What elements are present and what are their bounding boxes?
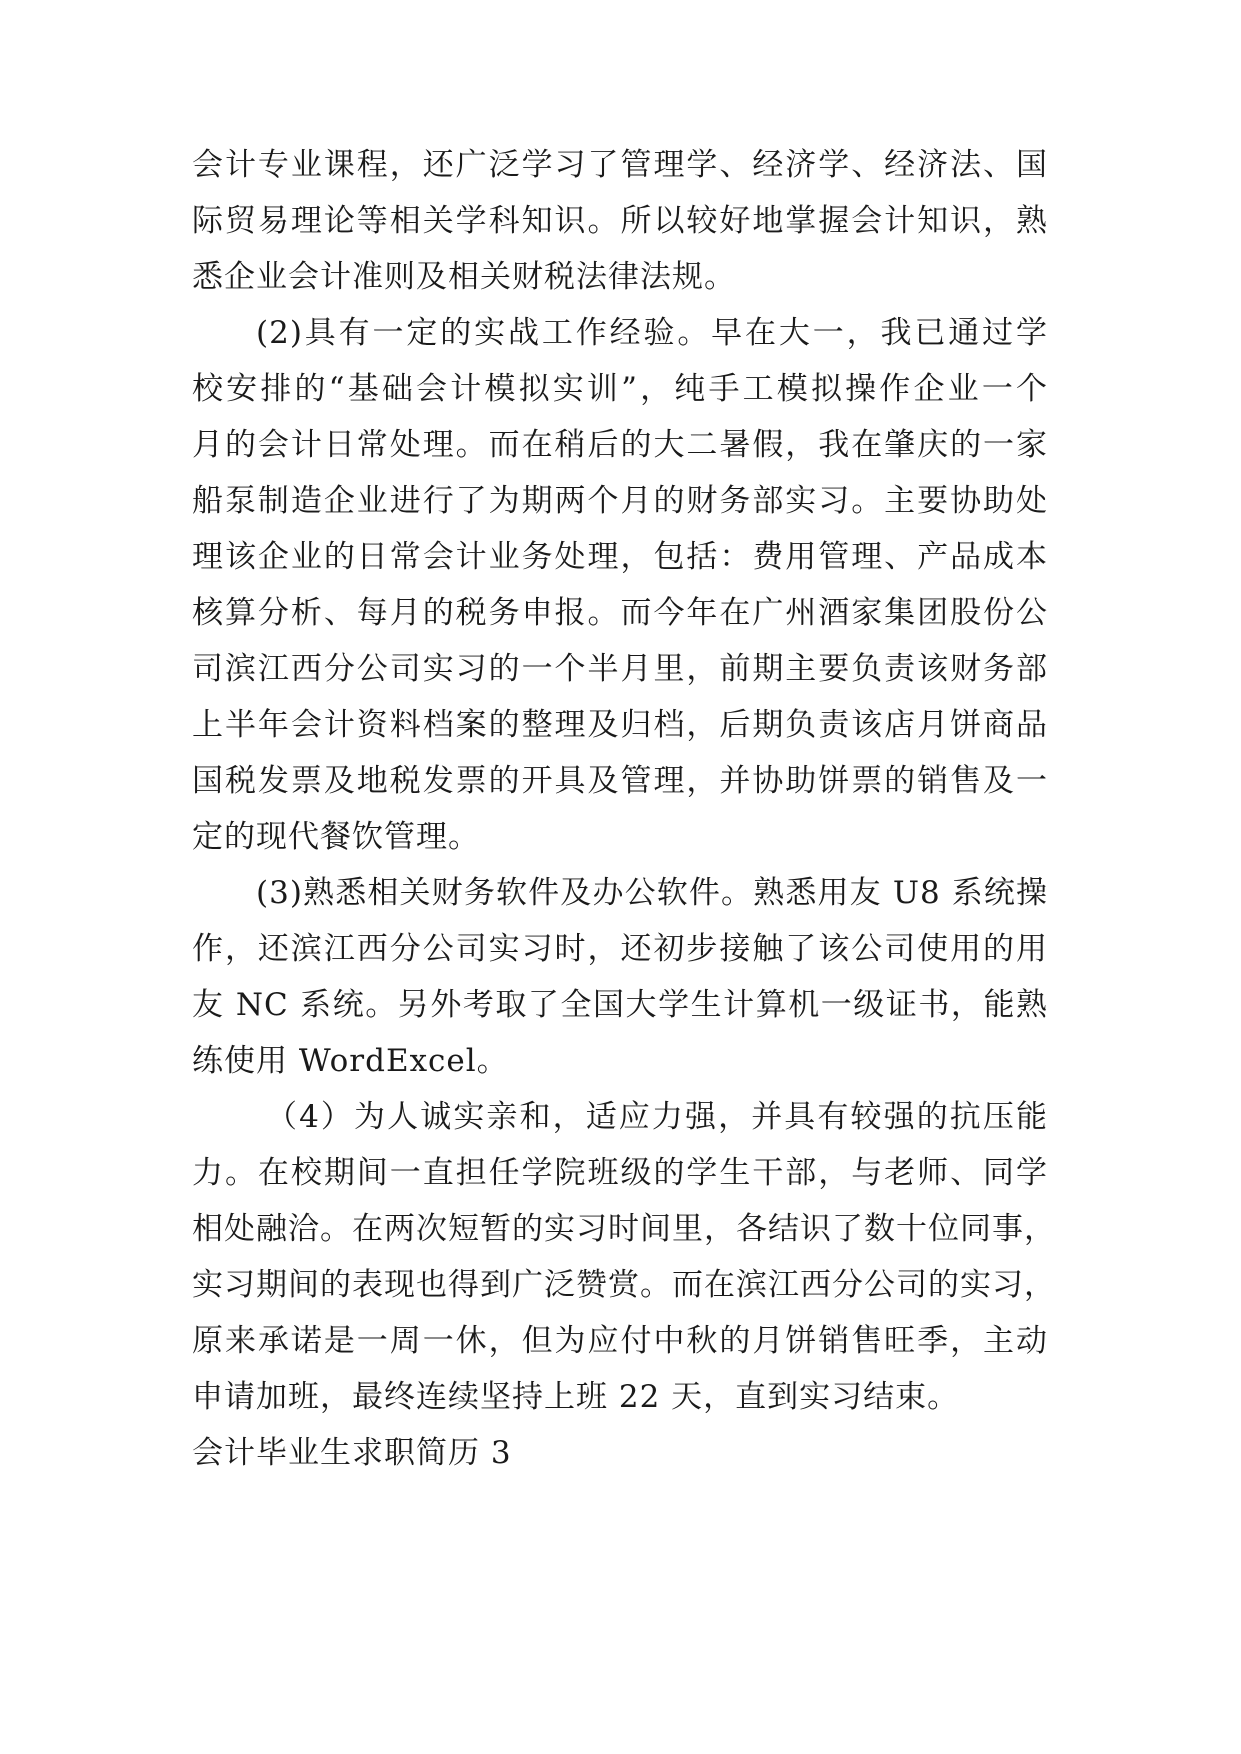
- text-line: 国税发票及地税发票的开具及管理，并协助饼票的销售及一: [192, 763, 1048, 799]
- text-line: 会计专业课程，还广泛学习了管理学、经济学、经济法、国: [192, 147, 1048, 183]
- text-line: 申请加班，最终连续坚持上班 22 天，直到实习结束。: [192, 1379, 960, 1415]
- text-line: 核算分析、每月的税务申报。而今年在广州酒家集团股份公: [192, 595, 1048, 631]
- text-line: 作，还滨江西分公司实习时，还初步接触了该公司使用的用: [192, 931, 1048, 967]
- text-line: 原来承诺是一周一休，但为应付中秋的月饼销售旺季，主动: [192, 1323, 1048, 1359]
- text-line: 校安排的“基础会计模拟实训”，纯手工模拟操作企业一个: [192, 371, 1048, 407]
- text-line: 司滨江西分公司实习的一个半月里，前期主要负责该财务部: [192, 651, 1048, 687]
- paragraph-start-line: (2)具有一定的实战工作经验。早在大一，我已通过学: [256, 315, 1048, 351]
- text-line: 力。在校期间一直担任学院班级的学生干部，与老师、同学: [192, 1155, 1048, 1191]
- text-line: 练使用 WordExcel。: [192, 1043, 509, 1079]
- text-line: 船泵制造企业进行了为期两个月的财务部实习。主要协助处: [192, 483, 1048, 519]
- paragraph-start-line: (3)熟悉相关财务软件及办公软件。熟悉用友 U8 系统操: [256, 875, 1048, 911]
- text-line: 上半年会计资料档案的整理及归档，后期负责该店月饼商品: [192, 707, 1048, 743]
- text-line: 月的会计日常处理。而在稍后的大二暑假，我在肇庆的一家: [192, 427, 1048, 463]
- text-line: 际贸易理论等相关学科知识。所以较好地掌握会计知识，熟: [192, 203, 1048, 239]
- text-line: 定的现代餐饮管理。: [192, 819, 480, 855]
- text-line: 理该企业的日常会计业务处理，包括：费用管理、产品成本: [192, 539, 1048, 575]
- text-line: 实习期间的表现也得到广泛赞赏。而在滨江西分公司的实习，: [192, 1267, 1056, 1303]
- text-line: 友 NC 系统。另外考取了全国大学生计算机一级证书，能熟: [192, 987, 1048, 1023]
- section-heading: 会计毕业生求职简历 3: [192, 1435, 512, 1471]
- text-line: 相处融洽。在两次短暂的实习时间里，各结识了数十位同事，: [192, 1211, 1056, 1247]
- text-line: 悉企业会计准则及相关财税法律法规。: [192, 259, 736, 295]
- paragraph-start-line: （4）为人诚实亲和，适应力强，并具有较强的抗压能: [266, 1099, 1048, 1135]
